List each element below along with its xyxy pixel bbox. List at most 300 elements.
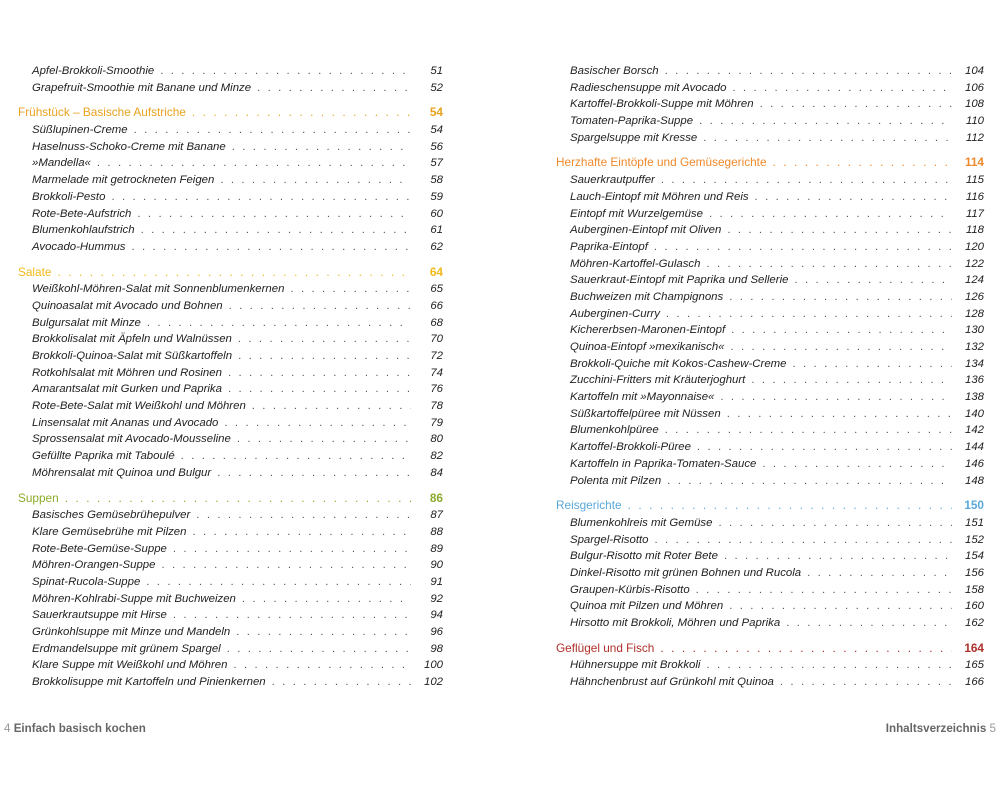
entry-page: 57 <box>430 157 443 170</box>
entry-title: Basisches Gemüsebrühepulver <box>32 509 191 522</box>
entry-page: 165 <box>964 659 984 672</box>
toc-entry <box>556 206 984 223</box>
entry-page: 162 <box>964 617 984 629</box>
section-title: Geflügel und Fisch <box>556 640 655 655</box>
entry-title: Brokkoli-Quinoa-Salat mit Süßkartoffeln <box>32 350 233 362</box>
entry-title: Spargel-Risotto <box>570 533 649 546</box>
entry-title: Klare Suppe mit Weißkohl und Möhren <box>32 659 228 672</box>
toc-entry <box>18 541 443 558</box>
toc-section <box>556 497 984 632</box>
entry-page: 151 <box>964 516 984 529</box>
entry-page: 54 <box>430 124 443 137</box>
entry-page: 146 <box>964 457 984 470</box>
entry-title: Polenta mit Pilzen <box>570 474 662 487</box>
toc-entry <box>556 456 984 473</box>
entry-page: 116 <box>965 190 984 203</box>
dot-leader <box>729 598 952 615</box>
dot-leader <box>137 206 411 223</box>
entry-title: Quinoa-Eintopf »mexikanisch« <box>570 341 725 353</box>
entry-title: Auberginen-Eintopf mit Oliven <box>570 224 722 237</box>
toc-entry <box>556 339 984 356</box>
toc-entry <box>556 582 984 599</box>
toc-entry <box>18 155 443 172</box>
toc-entry <box>556 439 984 456</box>
dot-leader <box>141 222 411 239</box>
dot-leader <box>242 591 411 608</box>
toc-entry <box>18 674 443 691</box>
entry-page: 52 <box>430 81 443 94</box>
entry-title: Klare Gemüsebrühe mit Pilzen <box>32 525 187 538</box>
entry-page: 89 <box>430 542 443 555</box>
dot-leader <box>111 189 411 206</box>
entry-page: 140 <box>964 407 984 420</box>
entry-page: 130 <box>964 324 984 337</box>
dot-leader <box>709 206 952 223</box>
entry-title: Rote-Bete-Aufstrich <box>32 207 132 220</box>
dot-leader <box>57 264 411 281</box>
dot-leader <box>232 139 411 156</box>
dot-leader <box>703 130 952 147</box>
toc-entry <box>18 122 443 139</box>
entry-page: 91 <box>430 575 443 588</box>
entry-title: Apfel-Brokkoli-Smoothie <box>32 65 155 77</box>
dot-leader <box>720 389 952 406</box>
section-header <box>556 497 984 514</box>
dot-leader <box>238 331 411 348</box>
toc-entry <box>18 507 443 524</box>
entry-title: Rote-Bete-Gemüse-Suppe <box>32 542 167 555</box>
entry-page: 132 <box>964 341 984 353</box>
entry-title: Sprossensalat mit Avocado-Mousseline <box>32 433 231 446</box>
toc-entry <box>556 598 984 615</box>
book-title: Einfach basisch kochen <box>13 722 146 735</box>
entry-page: 102 <box>423 676 443 689</box>
section-header <box>18 104 443 121</box>
entry-title: »Mandella« <box>32 157 91 170</box>
toc-entry <box>18 448 443 465</box>
entry-title: Paprika-Eintopf <box>570 240 648 253</box>
dot-leader <box>233 657 411 674</box>
entry-title: Sauerkrautpuffer <box>570 174 655 187</box>
toc-entry <box>556 372 984 389</box>
toc-entry <box>556 222 984 239</box>
entry-page: 124 <box>964 274 984 287</box>
toc-entry <box>18 415 443 432</box>
entry-title: Hirsotto mit Brokkoli, Möhren und Paprika <box>570 617 781 629</box>
toc-entry <box>18 139 443 156</box>
section-page: 150 <box>964 498 984 513</box>
toc-entry <box>556 63 984 80</box>
dot-leader <box>780 674 952 691</box>
entry-title: Eintopf mit Wurzelgemüse <box>570 207 703 220</box>
dot-leader <box>665 422 952 439</box>
dot-leader <box>196 507 411 524</box>
entry-page: 88 <box>430 525 443 538</box>
entry-title: Grapefruit-Smoothie mit Banane und Minze <box>32 81 252 94</box>
entry-title: Zucchini-Fritters mit Kräuterjoghurt <box>570 374 746 387</box>
toc-entry <box>18 206 443 223</box>
dot-leader <box>252 398 411 415</box>
entry-title: Brokkoli-Pesto <box>32 190 106 203</box>
entry-page: 108 <box>964 98 984 111</box>
entry-title: Möhren-Kohlrabi-Suppe mit Buchweizen <box>32 592 236 605</box>
toc-left-column <box>18 63 443 699</box>
entry-page: 160 <box>964 600 984 613</box>
dot-leader <box>732 80 952 97</box>
entry-page: 72 <box>430 350 443 362</box>
entry-page: 117 <box>965 207 984 220</box>
dot-leader <box>660 640 952 657</box>
dot-leader <box>807 565 952 582</box>
dot-leader <box>173 607 411 624</box>
toc-entry <box>556 657 984 674</box>
dot-leader <box>786 615 952 632</box>
dot-leader <box>147 315 411 332</box>
entry-title: Auberginen-Curry <box>570 307 660 320</box>
dot-leader <box>97 155 411 172</box>
toc-entry <box>556 96 984 113</box>
entry-page: 122 <box>964 257 984 270</box>
entry-page: 56 <box>430 140 443 153</box>
entry-title: Buchweizen mit Champignons <box>570 290 724 303</box>
entry-page: 68 <box>430 316 443 329</box>
section-page: 114 <box>964 155 984 170</box>
dot-leader <box>661 172 952 189</box>
entry-title: Blumenkohlreis mit Gemüse <box>570 516 713 529</box>
toc-section <box>18 104 443 255</box>
footer-left <box>4 722 146 735</box>
dot-leader <box>762 456 952 473</box>
entry-title: Weißkohl-Möhren-Salat mit Sonnenblumenkernen <box>32 283 285 296</box>
dot-leader <box>727 222 952 239</box>
toc-entry <box>18 465 443 482</box>
entry-page: 76 <box>430 383 443 396</box>
entry-title: Radieschensuppe mit Avocado <box>570 81 727 94</box>
dot-leader <box>257 80 411 97</box>
dot-leader <box>228 365 411 382</box>
dot-leader <box>161 557 411 574</box>
dot-leader <box>228 381 411 398</box>
toc-section <box>556 63 984 146</box>
dot-leader <box>773 154 952 171</box>
entry-page: 128 <box>964 307 984 320</box>
entry-page: 51 <box>430 65 443 77</box>
toc-entry <box>556 130 984 147</box>
chapter-title: Inhaltsverzeichnis <box>885 722 987 735</box>
toc-entry <box>18 431 443 448</box>
entry-title: Spinat-Rucola-Suppe <box>32 575 141 588</box>
dot-leader <box>794 272 952 289</box>
dot-leader <box>667 473 952 490</box>
entry-page: 59 <box>430 190 443 203</box>
toc-entry <box>18 398 443 415</box>
entry-page: 65 <box>430 283 443 296</box>
toc-entry <box>556 406 984 423</box>
entry-page: 60 <box>430 207 443 220</box>
entry-title: Hühnersuppe mit Brokkoli <box>570 659 701 672</box>
entry-title: Brokkolisalat mit Äpfeln und Walnüssen <box>32 333 232 346</box>
entry-title: Möhrensalat mit Quinoa und Bulgur <box>32 466 212 479</box>
dot-leader <box>146 574 411 591</box>
toc-entry <box>556 172 984 189</box>
entry-page: 138 <box>964 391 984 404</box>
dot-leader <box>731 339 953 356</box>
dot-leader <box>666 306 952 323</box>
dot-leader <box>706 657 952 674</box>
entry-title: Erdmandelsuppe mit grünem Spargel <box>32 642 221 655</box>
dot-leader <box>792 356 952 373</box>
dot-leader <box>665 63 952 80</box>
entry-page: 74 <box>430 366 443 379</box>
entry-title: Kartoffel-Brokkoli-Püree <box>570 441 691 454</box>
entry-title: Sauerkrautsuppe mit Hirse <box>32 609 167 622</box>
dot-leader <box>160 63 411 80</box>
toc-entry <box>556 256 984 273</box>
entry-page: 144 <box>964 441 984 454</box>
entry-title: Bulgursalat mit Minze <box>32 316 141 329</box>
entry-page: 136 <box>964 374 984 387</box>
toc-entry <box>556 239 984 256</box>
dot-leader <box>755 189 952 206</box>
entry-title: Basischer Borsch <box>570 65 659 77</box>
entry-page: 100 <box>423 659 443 672</box>
toc-section <box>18 264 443 482</box>
entry-page: 104 <box>964 65 984 77</box>
toc-entry <box>18 281 443 298</box>
toc-entry <box>18 381 443 398</box>
dot-leader <box>751 372 952 389</box>
footer-right <box>886 722 996 735</box>
toc-entry <box>18 189 443 206</box>
toc-entry <box>556 306 984 323</box>
toc-entry <box>18 557 443 574</box>
dot-leader <box>224 415 411 432</box>
toc-section <box>18 490 443 691</box>
entry-page: 154 <box>964 550 984 563</box>
entry-title: Möhren-Kartoffel-Gulasch <box>570 257 701 270</box>
dot-leader <box>654 239 952 256</box>
section-header <box>18 264 443 281</box>
entry-title: Marmelade mit getrockneten Feigen <box>32 174 215 187</box>
entry-page: 90 <box>430 559 443 572</box>
toc-entry <box>556 674 984 691</box>
entry-page: 87 <box>430 509 443 522</box>
entry-title: Kartoffel-Brokkoli-Suppe mit Möhren <box>570 98 754 111</box>
toc-entry <box>18 315 443 332</box>
entry-page: 120 <box>964 240 984 253</box>
entry-title: Dinkel-Risotto mit grünen Bohnen und Rucola <box>570 566 802 579</box>
dot-leader <box>290 281 411 298</box>
toc-entry <box>556 389 984 406</box>
entry-title: Rotkohlsalat mit Möhren und Rosinen <box>32 366 222 379</box>
toc-entry <box>556 548 984 565</box>
toc-entry <box>556 532 984 549</box>
dot-leader <box>134 122 411 139</box>
entry-title: Linsensalat mit Ananas und Avocado <box>32 416 219 429</box>
entry-page: 80 <box>430 433 443 446</box>
entry-page: 92 <box>430 592 443 605</box>
section-header <box>556 154 984 171</box>
toc-entry <box>556 473 984 490</box>
entry-title: Bulgur-Risotto mit Roter Bete <box>570 550 718 563</box>
dot-leader <box>192 524 411 541</box>
entry-title: Graupen-Kürbis-Risotto <box>570 583 690 596</box>
entry-page: 118 <box>965 224 984 237</box>
entry-title: Blumenkohlpüree <box>570 424 659 437</box>
entry-page: 134 <box>964 357 984 370</box>
toc-entry <box>18 365 443 382</box>
section-page: 64 <box>429 264 443 279</box>
toc-entry <box>556 615 984 632</box>
entry-title: Hähnchenbrust auf Grünkohl mit Quinoa <box>570 676 774 689</box>
toc-entry <box>18 624 443 641</box>
toc-entry <box>18 348 443 365</box>
toc-entry <box>18 657 443 674</box>
entry-page: 98 <box>430 642 443 655</box>
toc-entry <box>18 172 443 189</box>
entry-title: Spargelsuppe mit Kresse <box>570 131 698 144</box>
entry-page: 84 <box>430 466 443 479</box>
entry-title: Kartoffeln mit »Mayonnaise« <box>570 391 715 404</box>
section-title: Reisgerichte <box>556 498 622 513</box>
entry-title: Gefüllte Paprika mit Taboulé <box>32 450 175 463</box>
entry-page: 96 <box>430 626 443 638</box>
toc-entry <box>556 422 984 439</box>
toc-entry <box>556 356 984 373</box>
toc-entry <box>18 331 443 348</box>
entry-title: Brokkolisuppe mit Kartoffeln und Pinienkernen <box>32 676 266 689</box>
section-page: 164 <box>964 640 984 655</box>
entry-page: 126 <box>964 290 984 303</box>
section-page: 54 <box>429 105 443 120</box>
toc-entry <box>556 515 984 532</box>
toc-entry <box>556 565 984 582</box>
entry-page: 110 <box>965 115 984 128</box>
toc-section <box>18 63 443 96</box>
dot-leader <box>236 624 411 641</box>
dot-leader <box>696 582 952 599</box>
dot-leader <box>760 96 952 113</box>
entry-page: 166 <box>964 676 984 689</box>
entry-page: 158 <box>964 583 984 596</box>
dot-leader <box>227 641 411 658</box>
toc-entry <box>18 298 443 315</box>
entry-page: 112 <box>965 131 984 144</box>
dot-leader <box>727 406 952 423</box>
entry-title: Möhren-Orangen-Suppe <box>32 559 156 572</box>
toc-entry <box>18 641 443 658</box>
entry-page: 156 <box>964 566 984 579</box>
toc-section <box>556 154 984 489</box>
entry-title: Rote-Bete-Salat mit Weißkohl und Möhren <box>32 400 246 413</box>
dot-leader <box>699 113 952 130</box>
section-title: Herzhafte Eintöpfe und Gemüsegerichte <box>556 155 767 170</box>
entry-title: Haselnuss-Schoko-Creme mit Banane <box>32 140 226 153</box>
entry-page: 58 <box>430 174 443 187</box>
entry-page: 94 <box>430 609 443 622</box>
entry-page: 82 <box>430 450 443 463</box>
entry-page: 61 <box>430 224 443 237</box>
entry-page: 115 <box>965 174 984 187</box>
entry-title: Kichererbsen-Maronen-Eintopf <box>570 324 726 337</box>
entry-page: 79 <box>430 416 443 429</box>
section-title: Suppen <box>18 490 59 505</box>
dot-leader <box>220 172 411 189</box>
right-page-number: 5 <box>989 722 996 735</box>
dot-leader <box>697 439 952 456</box>
entry-page: 70 <box>430 333 443 346</box>
toc-entry <box>556 289 984 306</box>
entry-title: Grünkohlsuppe mit Minze und Mandeln <box>32 626 231 638</box>
dot-leader <box>729 289 952 306</box>
entry-title: Süßkartoffelpüree mit Nüssen <box>570 407 721 420</box>
section-header <box>18 490 443 507</box>
toc-entry <box>18 222 443 239</box>
toc-entry <box>18 63 443 80</box>
entry-title: Avocado-Hummus <box>32 240 126 253</box>
dot-leader <box>181 448 411 465</box>
dot-leader <box>272 674 411 691</box>
entry-page: 66 <box>430 299 443 312</box>
toc-section <box>556 640 984 691</box>
entry-title: Tomaten-Paprika-Suppe <box>570 115 694 128</box>
dot-leader <box>192 104 411 121</box>
toc-entry <box>556 113 984 130</box>
entry-title: Kartoffeln in Paprika-Tomaten-Sauce <box>570 457 757 470</box>
dot-leader <box>229 298 411 315</box>
dot-leader <box>173 541 411 558</box>
toc-entry <box>556 272 984 289</box>
dot-leader <box>217 465 411 482</box>
entry-page: 142 <box>964 424 984 437</box>
section-header <box>556 640 984 657</box>
entry-page: 106 <box>964 81 984 94</box>
entry-title: Lauch-Eintopf mit Möhren und Reis <box>570 190 749 203</box>
entry-page: 78 <box>430 400 443 413</box>
toc-entry <box>18 574 443 591</box>
toc-entry <box>18 607 443 624</box>
toc-entry <box>18 524 443 541</box>
toc-entry <box>556 80 984 97</box>
entry-page: 152 <box>964 533 984 546</box>
section-title: Frühstück – Basische Aufstriche <box>18 105 186 120</box>
dot-leader <box>131 239 411 256</box>
entry-page: 148 <box>964 474 984 487</box>
dot-leader <box>628 497 952 514</box>
entry-title: Amarantsalat mit Gurken und Paprika <box>32 383 222 396</box>
left-page-number: 4 <box>4 722 11 735</box>
dot-leader <box>724 548 952 565</box>
entry-page: 62 <box>430 240 443 253</box>
entry-title: Quinoa mit Pilzen und Möhren <box>570 600 724 613</box>
toc-entry <box>18 80 443 97</box>
toc-right-column <box>556 63 984 699</box>
entry-title: Sauerkraut-Eintopf mit Paprika und Sellerie <box>570 274 789 287</box>
toc-entry <box>556 189 984 206</box>
section-page: 86 <box>429 490 443 505</box>
dot-leader <box>718 515 952 532</box>
dot-leader <box>731 322 952 339</box>
toc-entry <box>18 591 443 608</box>
entry-title: Blumenkohlaufstrich <box>32 224 135 237</box>
entry-title: Brokkoli-Quiche mit Kokos-Cashew-Creme <box>570 357 787 370</box>
dot-leader <box>238 348 411 365</box>
entry-title: Süßlupinen-Creme <box>32 124 128 137</box>
toc-entry <box>18 239 443 256</box>
dot-leader <box>237 431 411 448</box>
toc-entry <box>556 322 984 339</box>
dot-leader <box>655 532 952 549</box>
